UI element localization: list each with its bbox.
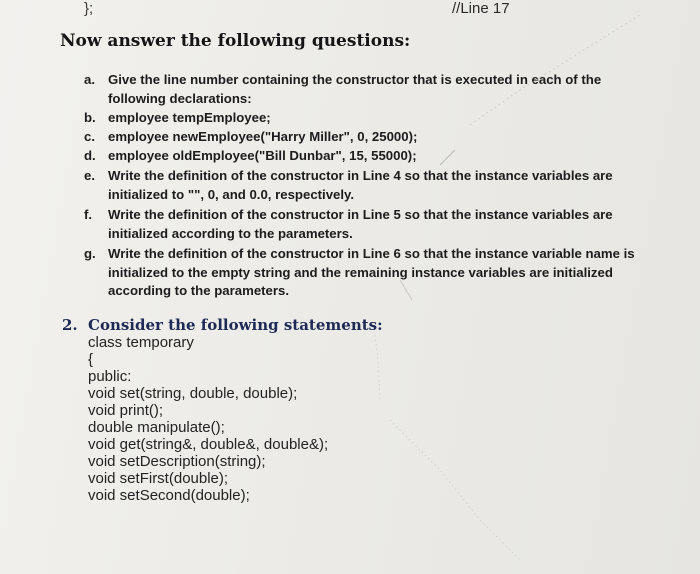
code-line: void set(string, double, double); bbox=[88, 385, 298, 402]
item-text-line: Write the definition of the constructor in Line 5 so that the instance variables are bbox=[108, 207, 613, 222]
item-marker: b. bbox=[84, 110, 96, 125]
code-line: class temporary bbox=[88, 334, 194, 351]
question-number: 2. bbox=[62, 316, 78, 334]
item-text-line: following declarations: bbox=[108, 90, 252, 106]
question-2-heading bbox=[62, 316, 383, 334]
item-text-line: Give the line number containing the constructor that is executed in each of the bbox=[108, 72, 602, 87]
question-title: Consider the following statements: bbox=[88, 316, 383, 334]
code-line: { bbox=[88, 351, 94, 368]
code-fragment-top: }; bbox=[84, 0, 94, 17]
item-text-line: initialized to "", 0, and 0.0, respectively. bbox=[108, 186, 355, 202]
item-marker: f. bbox=[84, 207, 93, 222]
code-line: void get(string&, double&, double&); bbox=[88, 436, 329, 453]
section-heading: Now answer the following questions: bbox=[60, 31, 411, 51]
item-text-line: employee newEmployee("Harry Miller", 0, 25000); bbox=[108, 129, 418, 144]
item-marker: g. bbox=[84, 246, 96, 261]
code-line: public: bbox=[88, 368, 132, 385]
item-text-line: initialized according to the parameters. bbox=[108, 225, 353, 241]
item-marker: e. bbox=[84, 168, 95, 183]
code-line: void setDescription(string); bbox=[88, 453, 266, 470]
item-text-line: employee tempEmployee; bbox=[108, 110, 271, 125]
item-marker: a. bbox=[84, 72, 95, 87]
item-text-line: employee oldEmployee("Bill Dunbar", 15, 55000); bbox=[108, 148, 417, 163]
line-comment: //Line 17 bbox=[452, 0, 510, 17]
item-text-line: initialized to the empty string and the remaining instance variables are initialized bbox=[108, 264, 613, 280]
item-marker: d. bbox=[84, 148, 96, 163]
code-line: void setFirst(double); bbox=[88, 470, 229, 487]
item-text-line: Write the definition of the constructor in Line 4 so that the instance variables are bbox=[108, 168, 613, 183]
item-text-line: according to the parameters. bbox=[108, 283, 290, 298]
item-marker: c. bbox=[84, 129, 95, 144]
item-text-line: Write the definition of the constructor in Line 6 so that the instance variable name is bbox=[108, 246, 635, 261]
code-line: void setSecond(double); bbox=[88, 487, 250, 504]
code-line: void print(); bbox=[88, 402, 164, 419]
code-line: double manipulate(); bbox=[88, 419, 225, 436]
